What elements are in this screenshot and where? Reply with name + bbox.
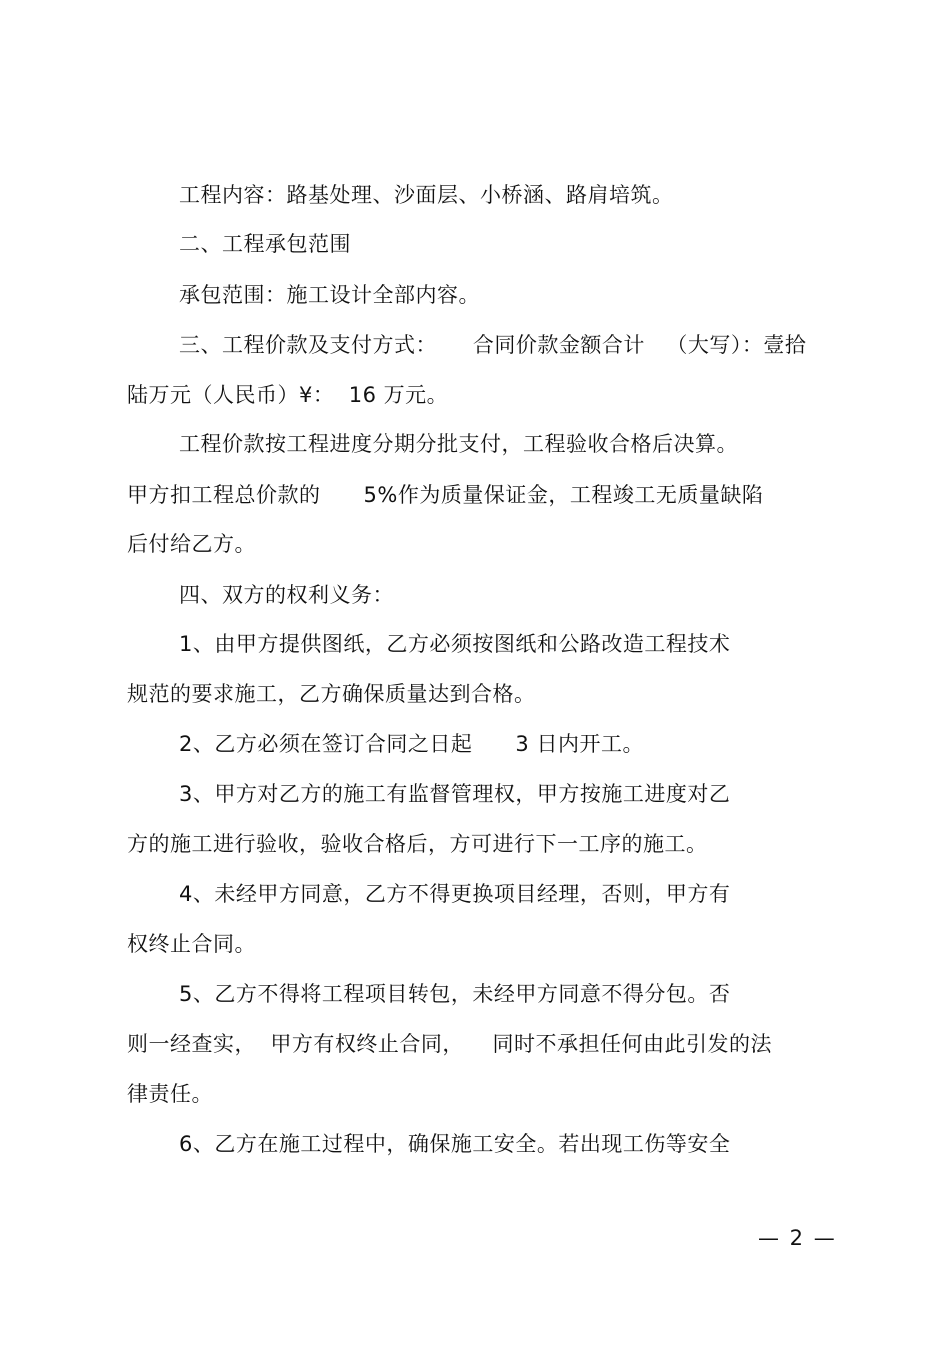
line-clause-5: 5、乙方不得将工程项目转包，未经甲方同意不得分包。否 — [179, 982, 731, 1006]
line-clause-5-cont: 则一经查实， 甲方有权终止合同， 同时不承担任何由此引发的法 — [127, 1032, 773, 1056]
line-clause-1: 1、由甲方提供图纸，乙方必须按图纸和公路改造工程技术 — [179, 632, 731, 656]
line-section-4-heading: 四、双方的权利义务： — [179, 583, 394, 607]
line-contract-amount: 陆万元（人民币）¥： 16 万元。 — [127, 383, 449, 407]
line-project-content: 工程内容：路基处理、沙面层、小桥涵、路肩培筑。 — [179, 183, 674, 207]
page-number: — 2 — — [758, 1226, 837, 1250]
line-clause-5-end: 律责任。 — [127, 1082, 213, 1106]
line-payment-terms: 工程价款按工程进度分期分批支付，工程验收合格后决算。 — [179, 432, 738, 456]
line-clause-4: 4、未经甲方同意，乙方不得更换项目经理，否则，甲方有 — [179, 882, 731, 906]
line-clause-3-cont: 方的施工进行验收，验收合格后，方可进行下一工序的施工。 — [127, 832, 708, 856]
line-clause-1-cont: 规范的要求施工，乙方确保质量达到合格。 — [127, 682, 536, 706]
line-section-3-heading: 三、工程价款及支付方式： 合同价款金额合计 （大写）：壹拾 — [179, 333, 807, 357]
line-clause-3: 3、甲方对乙方的施工有监督管理权，甲方按施工进度对乙 — [179, 782, 731, 806]
line-clause-4-cont: 权终止合同。 — [127, 932, 256, 956]
line-clause-2: 2、乙方必须在签订合同之日起 3 日内开工。 — [179, 732, 644, 756]
line-contract-scope: 承包范围：施工设计全部内容。 — [179, 283, 480, 307]
line-section-2-heading: 二、工程承包范围 — [179, 232, 351, 256]
line-quality-deposit: 甲方扣工程总价款的 5%作为质量保证金，工程竣工无质量缺陷 — [127, 483, 764, 507]
line-clause-6: 6、乙方在施工过程中，确保施工安全。若出现工伤等安全 — [179, 1132, 731, 1156]
line-quality-deposit-cont: 后付给乙方。 — [127, 532, 256, 556]
